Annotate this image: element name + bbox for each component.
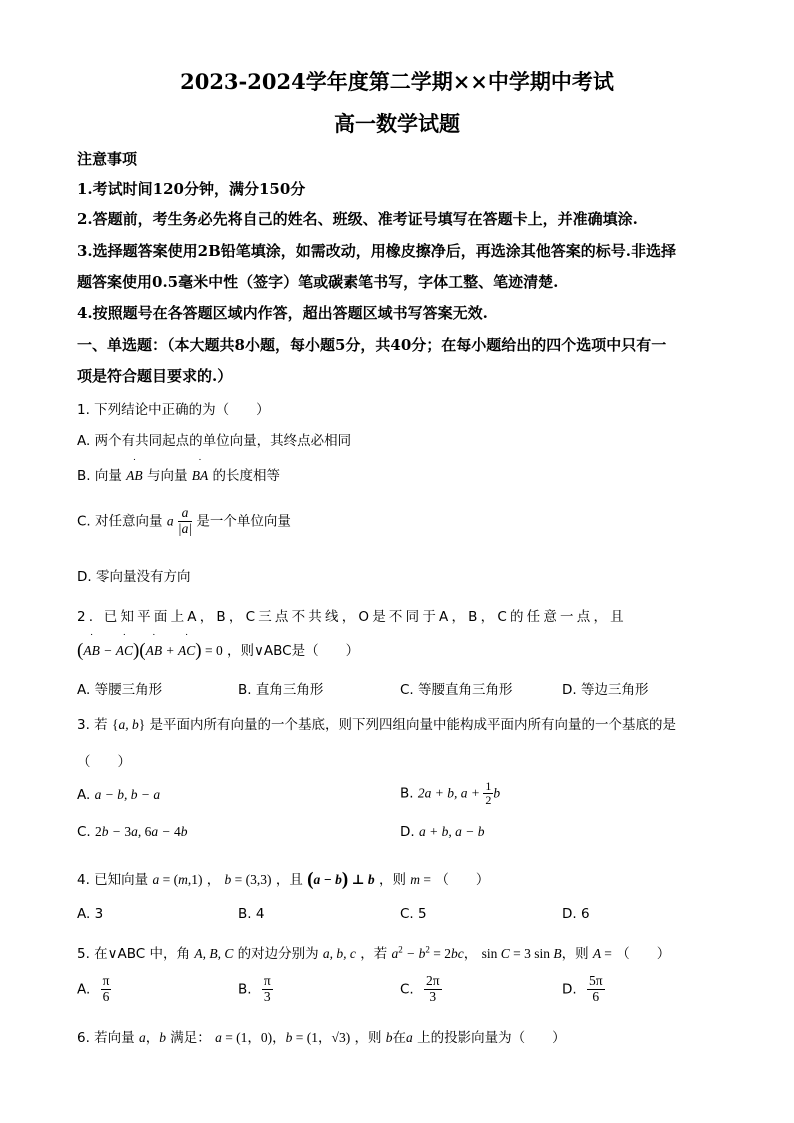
q5-option-c: C. $\frac{2\pi}{3}$ [400,973,440,1004]
notice-heading: 注意事项 [77,150,138,168]
q2-condition [77,639,359,662]
q2-option-c: C. 等腰直角三角形 [400,682,513,698]
q5-option-d: D. $\frac{5\pi}{6}$ [562,973,603,1004]
vector-ba: ˙ BA [192,468,209,484]
q5-option-a: A. $\frac{\pi}{6}$ [77,973,110,1004]
q3-option-d: D. a + b, a − b [400,824,485,840]
q2-formula: (˙ AB − ˙ AC)(˙ AB + ˙ AC) = 0 [77,643,223,658]
q1-option-c-pre: C. 对任意向量 [77,513,163,530]
q3-stem-post: 是平面内所有向量的一个基底，则下列四组向量中能构成平面内所有向量的一个基底的是 [149,717,676,733]
section-heading: 一、单选题：（本大题共8小题，每小题5分，共40分；在每小题给出的四个选项中只有一 [77,336,667,354]
q4-option-d: D. 6 [562,906,590,922]
exam-subtitle: 高一数学试题 [334,111,460,136]
q3-stem [77,713,676,733]
q2-stem: 2. 已知平面上A，B，C三点不共线，O是不同于A，B，C的任意一点，且 [77,609,627,625]
q5-stem: 5. 在∨ABC 中，角 A, B, C 的对边分别为 a, b, c ，若 $a^2 - b^2 = 2bc$， sin C = 3 sin B，则 A = （ ） [77,944,671,962]
q1-option-c [77,506,291,537]
q3-option-b: B. 2a + b, a + $\frac{1}{2}$ b [400,779,501,808]
q4-stem: 4. 已知向量 a = (m,1) ， b = (3,3) ，且 (a − b) ⊥ b ，则 m = （ ） [77,869,490,890]
q2-option-b: B. 直角三角形 [238,682,324,698]
q3-option-c: C. 2b − 3a, 6a − 4b [77,824,188,840]
notice-item-2: 2.答题前，考生务必先将自己的姓名、班级、准考证号填写在答题卡上，并准确填涂. [77,210,638,228]
q3-blank: （ ） [77,754,131,770]
q1-option-b-post: 的长度相等 [212,468,281,484]
q1-stem: 1. 下列结论中正确的为（ ） [77,402,270,418]
q2-option-a: A. 等腰三角形 [77,682,163,698]
q1-option-b-mid: 与向量 [146,468,188,484]
q1-option-d: D. 零向量没有方向 [77,569,191,585]
q2-option-d: D. 等边三角形 [562,682,649,698]
q2-stem-post: ，则∨ABC是（ ） [227,643,360,659]
q1-option-b-pre: B. 向量 [77,468,122,484]
q3-basis: {a, b} [111,717,146,732]
q4-option-c: C. 5 [400,906,427,922]
q1-option-a: A. 两个有共同起点的单位向量，其终点必相同 [77,433,352,449]
notice-item-4: 4.按照题号在各答题区域内作答，超出答题区域书写答案无效. [77,304,488,322]
q5-option-b: B. $\frac{\pi}{3}$ [238,973,271,1004]
notice-item-3: 3.选择题答案使用2B铅笔填涂，如需改动，用橡皮擦净后，再选涂其他答案的标号.非选择 [77,242,677,260]
exam-title: 2023-2024学年度第二学期××中学期中考试 [180,69,614,94]
q1-option-b [77,464,280,484]
q1-option-c-post: 是一个单位向量 [196,513,291,530]
notice-item-3-cont: 题答案使用0.5毫米中性（签字）笔或碳素笔书写，字体工整、笔迹清楚. [77,273,559,291]
vector-ab: ˙ AB [126,468,143,484]
vector-a: a [166,513,174,529]
q3-option-a: A. a − b, b − a [77,787,161,803]
q6-stem: 6. 若向量 a，b 满足： a = (1，0)，b = (1，√3) ，则 b在a 上的投影向量为（ ） [77,1030,566,1046]
notice-item-1: 1.考试时间120分钟，满分150分 [77,180,306,198]
section-heading-cont: 项是符合题目要求的.） [77,367,233,385]
q3-stem-pre: 3. 若 [77,717,108,733]
q4-option-b: B. 4 [238,906,265,922]
q4-option-a: A. 3 [77,906,104,922]
unit-vector-fraction: $\frac{a}{|a|}$ [177,505,193,536]
